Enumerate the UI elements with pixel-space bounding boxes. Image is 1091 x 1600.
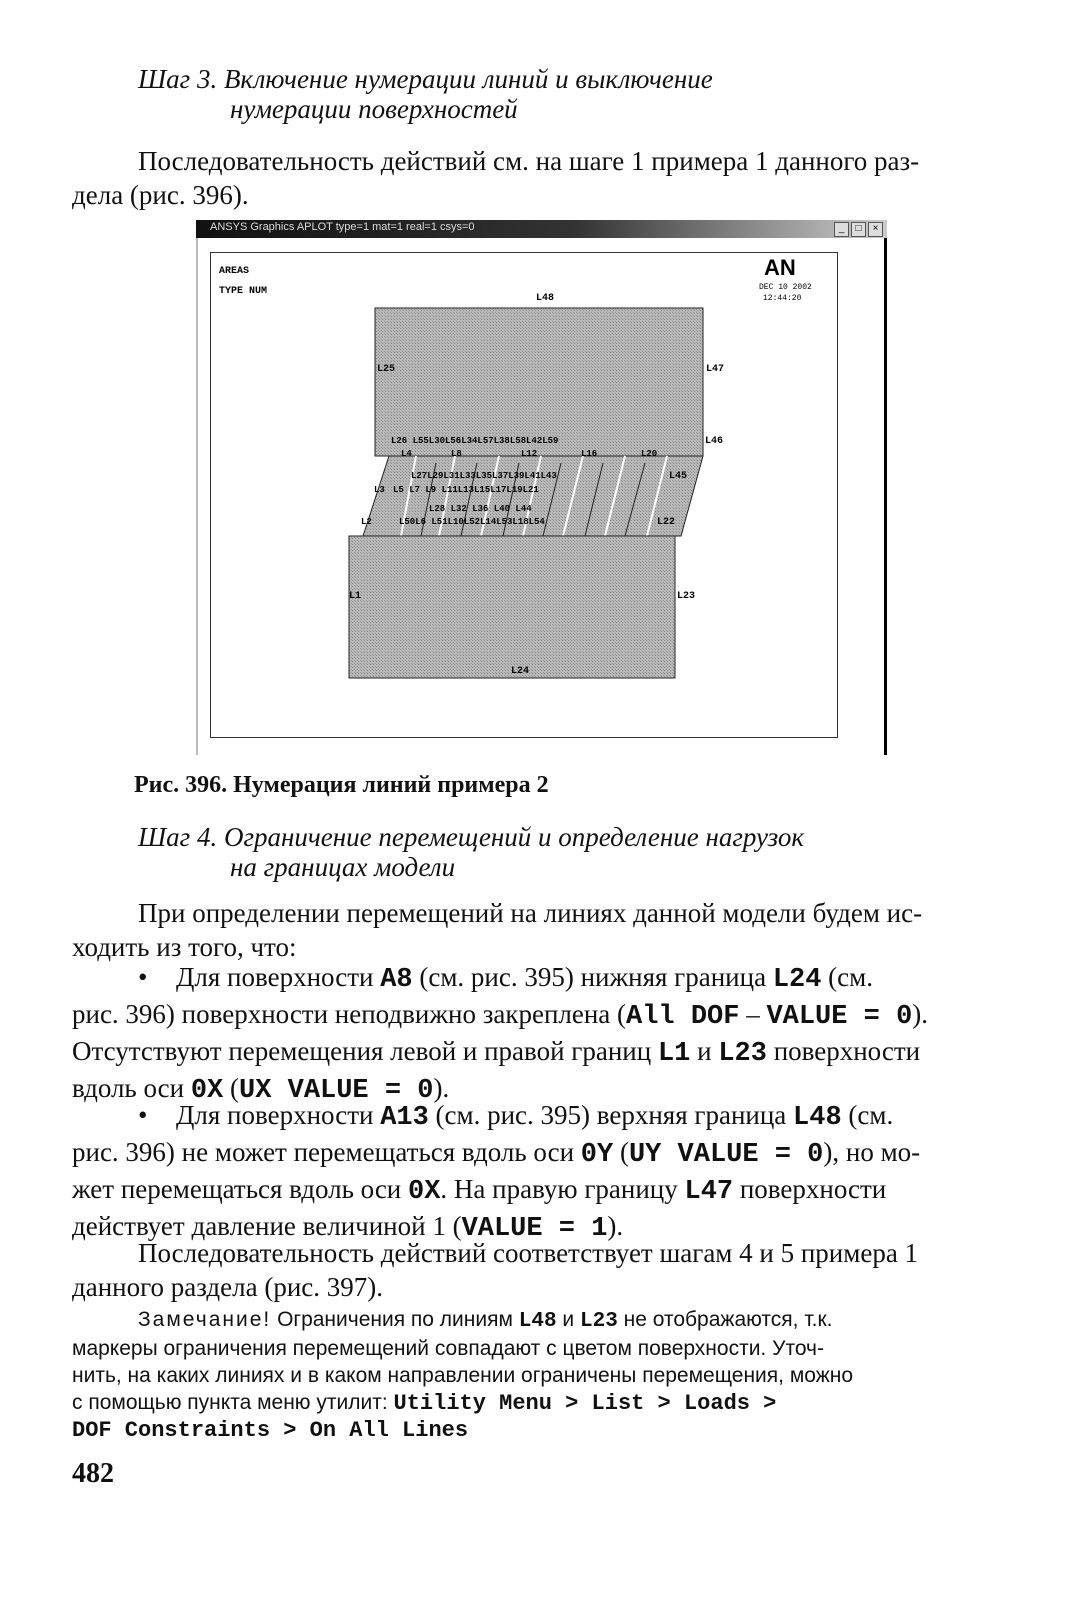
label-l24: L24	[511, 666, 530, 677]
step4-heading	[138, 822, 804, 882]
label-l45: L45	[669, 471, 688, 482]
bullet1-line2: рис. 396) поверхности неподвижно закреплена (All DOF – VALUE = 0).	[72, 999, 929, 1032]
step3-line1: Шаг 3. Включение нумерации линий и выключение	[138, 64, 713, 94]
note-line1: Замечание! Ограничения по линиям L48 и L23 не отображаются, т.к.	[138, 1308, 833, 1333]
intro-line1: При определении перемещений на линиях данной модели будем ис-	[138, 898, 923, 928]
step3-line2: нумерации поверхностей	[230, 94, 518, 124]
label-l22: L22	[657, 517, 676, 528]
label-l12: L12	[521, 449, 538, 459]
label-l48: L48	[536, 293, 555, 304]
label-l47: L47	[706, 364, 725, 375]
maximize-icon[interactable]: □	[851, 222, 866, 237]
plot-date: DEC 10 2002	[759, 283, 812, 292]
window-titlebar[interactable]	[196, 220, 887, 238]
bullet2-line3: жет перемещаться вдоль оси 0X. На правую границу L47 поверхности	[72, 1174, 887, 1207]
close-icon[interactable]: ×	[868, 222, 883, 237]
label-l25: L25	[377, 364, 396, 375]
upper-area	[375, 308, 703, 456]
figure-caption: Рис. 396. Нумерация линий примера 2	[134, 772, 549, 798]
minimize-icon[interactable]: _	[834, 222, 849, 237]
seq1-line1: Последовательность действий см. на шаге 1 примера 1 данного раз-	[138, 146, 920, 176]
bullet-1	[72, 960, 1010, 1108]
note-line4: с помощью пункта меню утилит: Utility Menu > List > Loads >	[72, 1391, 777, 1416]
bullet1-line4: вдоль оси 0X (UX VALUE = 0).	[72, 1073, 450, 1106]
label-l8: L8	[451, 449, 462, 459]
label-row4: L28 L32 L36 L40 L44	[429, 504, 532, 514]
bullet-2	[72, 1098, 1010, 1246]
step4-line2: на границах модели	[230, 852, 456, 882]
intro-paragraph	[72, 896, 1010, 964]
label-l20: L20	[641, 449, 658, 459]
bullet2-line2: рис. 396) не может перемещаться вдоль оси 0Y (UY VALUE = 0), но мо-	[72, 1137, 921, 1170]
label-l1: L1	[349, 591, 362, 602]
page-number: 482	[72, 1458, 114, 1489]
label-row1: L26 L55L30L56L34L57L38L58L42L59	[391, 436, 559, 446]
bullet2-line4: действует давление величиной 1 (VALUE = 1).	[72, 1211, 624, 1244]
note-line2: маркеры ограничения перемещений совпадают с цветом поверхности. Уточ-	[72, 1337, 824, 1360]
lower-area	[349, 536, 675, 678]
sequence-paragraph-2	[72, 1236, 1010, 1304]
note-line3: нить, на каких линиях и в каком направлении ограничены перемещения, можно	[72, 1364, 854, 1387]
note-line5: DOF Constraints > On All Lines	[72, 1418, 469, 1443]
seq1-line2: дела (рис. 396).	[72, 180, 249, 210]
window-title: ANSYS Graphics APLOT type=1 mat=1 real=1 csys=0	[210, 221, 475, 233]
bullet1-line1: • Для поверхности A8 (см. рис. 395) нижняя граница L24 (см.	[138, 962, 873, 995]
sequence-paragraph-1	[72, 144, 1010, 212]
label-row2: L27L29L31L33L35L37L39L41L43	[411, 471, 557, 481]
intro-line2: ходить из того, что:	[72, 932, 297, 962]
label-l4: L4	[401, 449, 412, 459]
label-l16: L16	[581, 449, 598, 459]
label-row3: L5 L7 L9 L11L13L15L17L19L21	[393, 485, 539, 495]
label-l3: L3	[374, 485, 385, 495]
label-l46: L46	[705, 436, 724, 447]
step4-line1: Шаг 4. Ограничение перемещений и определение нагрузок	[138, 822, 804, 852]
bullet-icon: •	[138, 1100, 148, 1130]
label-l23: L23	[677, 591, 696, 602]
graphics-viewport	[210, 252, 838, 738]
label-row5: L50L6 L51L10L52L14L53L18L54	[399, 517, 545, 527]
ansys-graphics-window	[196, 220, 887, 755]
plot-time: 12:44:20	[763, 294, 802, 303]
step3-heading	[138, 64, 713, 124]
label-l2: L2	[361, 517, 372, 527]
seq2-line2: данного раздела (рис. 397).	[72, 1272, 384, 1302]
model-plot	[211, 253, 837, 737]
ansys-logo: AN	[764, 255, 796, 280]
seq2-line1: Последовательность действий соответствует шагам 4 и 5 примера 1	[138, 1238, 919, 1268]
note-lead: Замечание!	[138, 1308, 272, 1331]
areas-label: AREAS	[219, 266, 250, 277]
type-num-label: TYPE NUM	[219, 286, 268, 297]
note-block	[72, 1306, 1010, 1444]
bullet-icon: •	[138, 962, 148, 992]
bullet2-line1: • Для поверхности A13 (см. рис. 395) верхняя граница L48 (см.	[138, 1100, 894, 1133]
bullet1-line3: Отсутствуют перемещения левой и правой границ L1 и L23 поверхности	[72, 1036, 921, 1069]
